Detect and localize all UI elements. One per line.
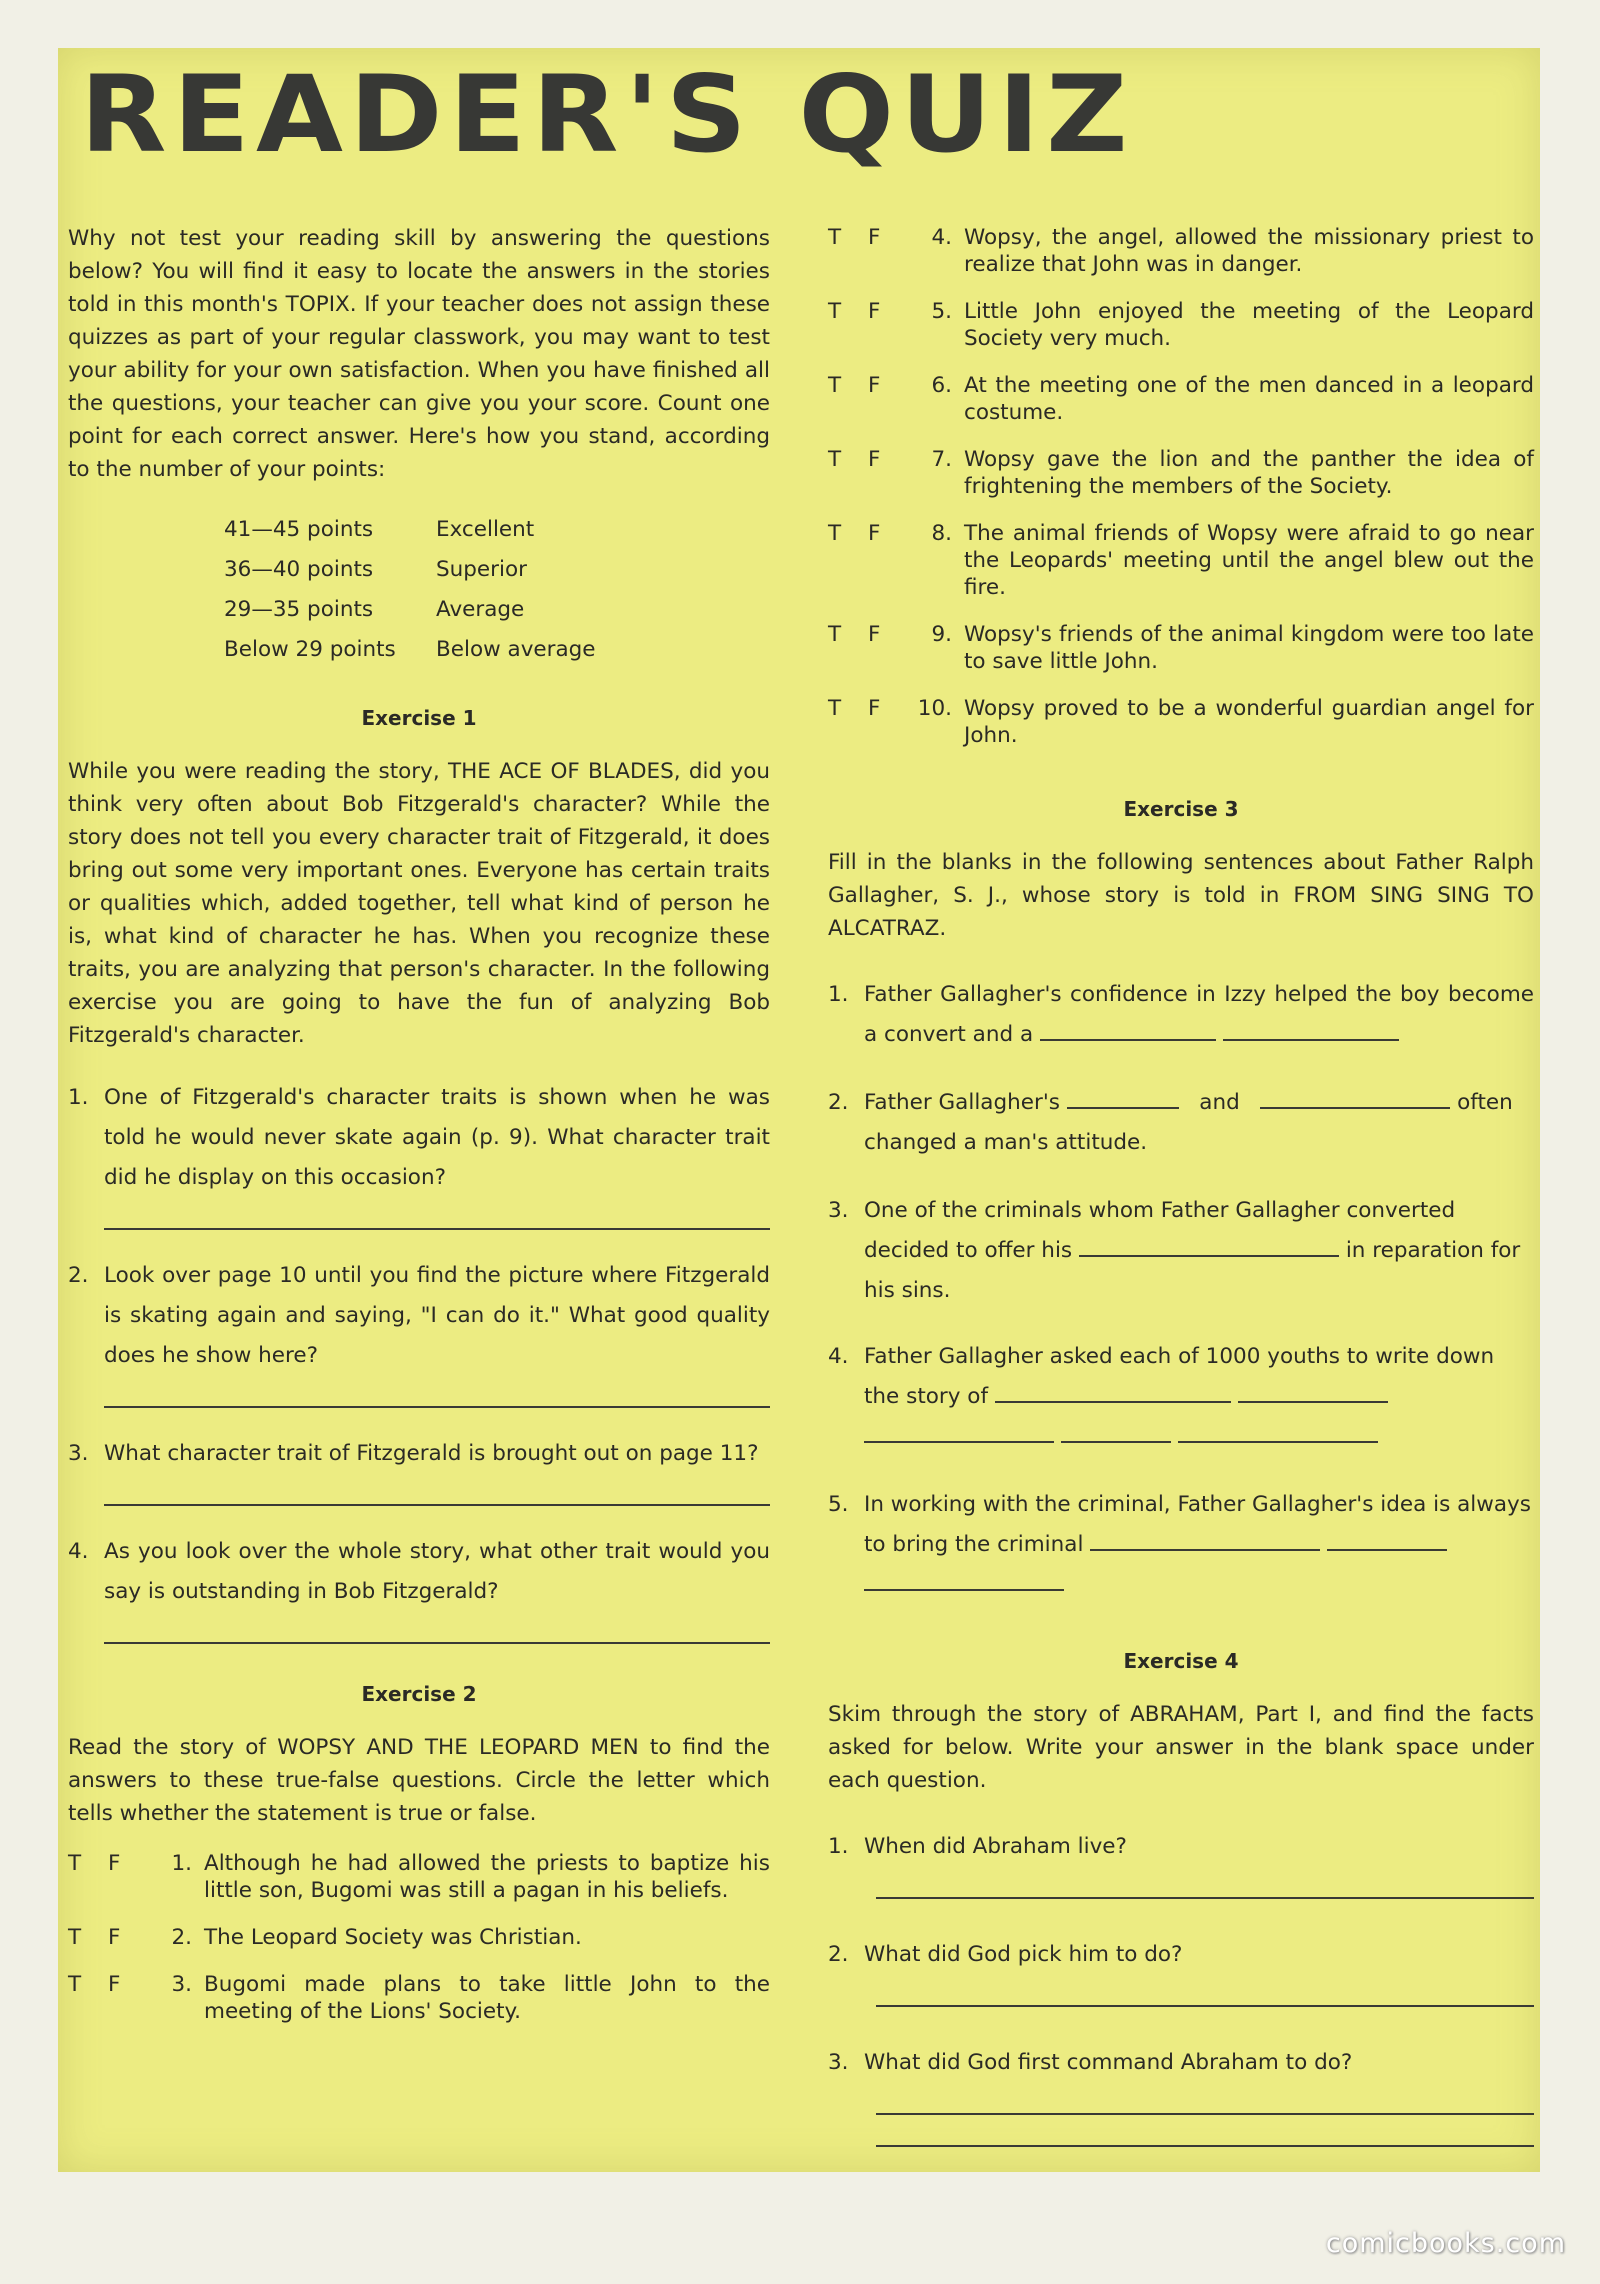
question-text: Look over page 10 until you find the picture where Fitzgerald is skating again and saying, "I can do it." What good quality does he show here? [104,1263,770,1368]
scoring-rating: Below average [436,637,596,662]
statement-text: Wopsy proved to be a wonderful guardian angel for John. [964,696,1534,748]
item-number: 7. [931,447,952,472]
true-false-item [68,1850,770,1904]
statement-text: Bugomi made plans to take little John to the meeting of the Lions' Society. [204,1972,770,2024]
question-number: 3. [68,1441,89,1466]
statement-text: The Leopard Society was Christian. [204,1925,582,1950]
question-number: 1. [828,982,849,1007]
false-option[interactable]: F [868,696,881,721]
right-column [828,222,1534,2147]
true-option[interactable]: T [828,521,842,546]
fill-blank[interactable] [1327,1525,1447,1551]
statement-text: At the meeting one of the men danced in a leopard costume. [964,373,1534,425]
exercise3-question [828,1485,1534,1605]
true-option[interactable]: T [68,1925,82,1950]
scoring-table [224,510,770,670]
false-option[interactable]: F [108,1925,121,1950]
statement-text: Wopsy, the angel, allowed the missionary priest to realize that John was in danger. [964,225,1534,277]
scoring-rating: Excellent [436,517,535,542]
question-number: 2. [828,1090,849,1115]
exercise1-title: Exercise 1 [361,706,477,730]
scoring-points: 29—35 points [224,597,374,622]
question-text-part: Father Gallagher's confidence in Izzy helped the boy become a convert and a [864,982,1534,1047]
answer-line[interactable] [876,2115,1534,2147]
statement-text: Wopsy's friends of the animal kingdom were too late to save little John. [964,622,1534,674]
exercise3-question [828,1337,1534,1457]
scoring-row [224,590,770,630]
question-text-part: Father Gallagher's [864,1090,1060,1115]
left-column [68,222,770,2025]
question-text [864,1337,1534,1457]
item-number: 9. [931,622,952,647]
false-option[interactable]: F [108,1972,121,1997]
question-text [864,1485,1534,1605]
scoring-row [224,630,770,670]
true-false-item [828,621,1534,675]
true-option[interactable]: T [828,299,842,324]
question-number: 4. [828,1344,849,1369]
false-option[interactable]: F [868,622,881,647]
fill-blank[interactable] [1260,1083,1450,1109]
false-option[interactable]: F [868,373,881,398]
answer-line[interactable] [876,1867,1534,1899]
true-false-item [828,224,1534,278]
item-number: 10. [917,696,952,721]
true-false-item [828,372,1534,426]
statement-text: Little John enjoyed the meeting of the Leopard Society very much. [964,299,1534,351]
question-text-part: Father Gallagher asked each of 1000 youths to write down the story of [864,1344,1495,1409]
exercise4-question [828,1935,1534,1975]
true-option[interactable]: T [68,1972,82,1997]
item-number: 2. [171,1925,192,1950]
question-number: 3. [828,1198,849,1223]
question-text [864,1191,1534,1311]
item-number: 3. [171,1972,192,1997]
true-option[interactable]: T [828,622,842,647]
exercise1-intro: While you were reading the story, THE ACE OF BLADES, did you think very often about Bob Fitzgerald's character? While the story does not tell you every character trait of Fitzgerald, it does bring out some very important ones. Everyone has certain traits or qualities which, added together, tell what kind of person he is, what kind of character he has. When you recognize these traits, you are analyzing that person's character. In the following exercise you are going to have the fun of analyzing Bob Fitzgerald's character. [68,759,770,1048]
question-number: 2. [68,1263,89,1288]
question-text: As you look over the whole story, what other trait would you say is outstanding in Bob Fitzgerald? [104,1539,770,1604]
exercise1-question [68,1532,770,1612]
false-option[interactable]: F [108,1851,121,1876]
exercise4-intro: Skim through the story of ABRAHAM, Part I, and find the facts asked for below. Write your answer in the blank space under each question. [828,1702,1534,1793]
question-number: 1. [828,1834,849,1859]
statement-text: Wopsy gave the lion and the panther the idea of frightening the members of the Society. [964,447,1534,499]
item-number: 5. [931,299,952,324]
fill-blank[interactable] [1090,1525,1320,1551]
question-number: 2. [828,1942,849,1967]
statement-text: The animal friends of Wopsy were afraid to go near the Leopards' meeting until the angel blew out the fire. [964,521,1534,600]
scoring-row [224,510,770,550]
true-option[interactable]: T [828,447,842,472]
true-false-item [68,1971,770,2025]
false-option[interactable]: F [868,521,881,546]
question-text: What did God first command Abraham to do? [864,2050,1353,2075]
exercise3-question [828,1083,1534,1163]
true-false-item [828,520,1534,601]
scoring-points: Below 29 points [224,637,396,662]
true-option[interactable]: T [828,373,842,398]
fill-blank[interactable] [1238,1377,1388,1403]
fill-blank[interactable] [1061,1417,1171,1443]
exercise3-title: Exercise 3 [1123,797,1239,821]
fill-blank[interactable] [1067,1083,1179,1109]
item-number: 6. [931,373,952,398]
page-title: READER'S QUIZ [80,53,1134,176]
exercise3-question [828,975,1534,1055]
question-number: 3. [828,2050,849,2075]
fill-blank[interactable] [864,1565,1064,1591]
question-number: 1. [68,1085,89,1110]
question-text: What character trait of Fitzgerald is brought out on page 11? [104,1441,759,1466]
true-false-item [828,695,1534,749]
answer-line[interactable] [876,1975,1534,2007]
exercise1-question [68,1078,770,1198]
fill-blank[interactable] [995,1377,1231,1403]
intro-paragraph: Why not test your reading skill by answering the questions below? You will find it easy to locate the answers in the stories told in this month's TOPIX. If your teacher does not assign these quizzes as part of your regular classwork, you may want to test your ability for your own satisfaction. When you have finished all the questions, your teacher can give you your score. Count one point for each correct answer. Here's how you stand, according to the number of your points: [68,226,770,482]
fill-blank[interactable] [1079,1231,1339,1257]
true-option[interactable]: T [68,1851,82,1876]
scoring-rating: Superior [436,557,527,582]
exercise1-question [68,1434,770,1474]
question-text: What did God pick him to do? [864,1942,1183,1967]
fill-blank[interactable] [864,1417,1054,1443]
question-text [864,975,1534,1055]
true-false-item [828,298,1534,352]
false-option[interactable]: F [868,299,881,324]
answer-line[interactable] [104,1376,770,1408]
true-option[interactable]: T [828,225,842,250]
scoring-rating: Average [436,597,525,622]
question-text: When did Abraham live? [864,1834,1127,1859]
exercise3-question [828,1191,1534,1311]
exercise2-title: Exercise 2 [361,1682,477,1706]
question-text-part: In working with the criminal, Father Gallagher's idea is always to bring the criminal [864,1492,1531,1557]
question-text-part: One of the criminals whom Father Gallagher converted decided to offer his [864,1198,1456,1263]
watermark: comicbooks.com [1325,2228,1566,2259]
exercise1-question [68,1256,770,1376]
question-text [864,1083,1534,1163]
statement-text: Although he had allowed the priests to baptize his little son, Bugomi was still a pagan in his beliefs. [204,1851,770,1903]
exercise4-title: Exercise 4 [1123,1649,1239,1673]
fill-blank[interactable] [1178,1417,1378,1443]
item-number: 8. [931,521,952,546]
question-number: 5. [828,1492,849,1517]
scoring-row [224,550,770,590]
scoring-points: 41—45 points [224,517,374,542]
exercise4-question [828,1827,1534,1867]
true-false-item [828,446,1534,500]
question-text: One of Fitzgerald's character traits is shown when he was told he would never skate again (p. 9). What character trait did he display on this occasion? [104,1085,770,1190]
fill-blank[interactable] [1223,1015,1399,1041]
item-number: 4. [931,225,952,250]
true-option[interactable]: T [828,696,842,721]
item-number: 1. [171,1851,192,1876]
scoring-points: 36—40 points [224,557,374,582]
question-number: 4. [68,1539,89,1564]
answer-line[interactable] [104,1612,770,1644]
question-text-part: in reparation for his sins. [864,1238,1521,1303]
exercise3-intro: Fill in the blanks in the following sentences about Father Ralph Gallagher, S. J., whose story is told in FROM SING SING TO ALCATRAZ. [828,850,1534,941]
answer-line[interactable] [104,1474,770,1506]
fill-blank[interactable] [1040,1015,1216,1041]
answer-line[interactable] [104,1198,770,1230]
answer-line[interactable] [876,2083,1534,2115]
question-text-part: often changed a man's attitude. [864,1090,1513,1155]
exercise4-question [828,2043,1534,2083]
true-false-item [68,1924,770,1951]
false-option[interactable]: F [868,225,881,250]
false-option[interactable]: F [868,447,881,472]
exercise2-intro: Read the story of WOPSY AND THE LEOPARD MEN to find the answers to these true-false questions. Circle the letter which tells whether the statement is true or false. [68,1735,770,1826]
question-text-part: and [1199,1090,1240,1115]
